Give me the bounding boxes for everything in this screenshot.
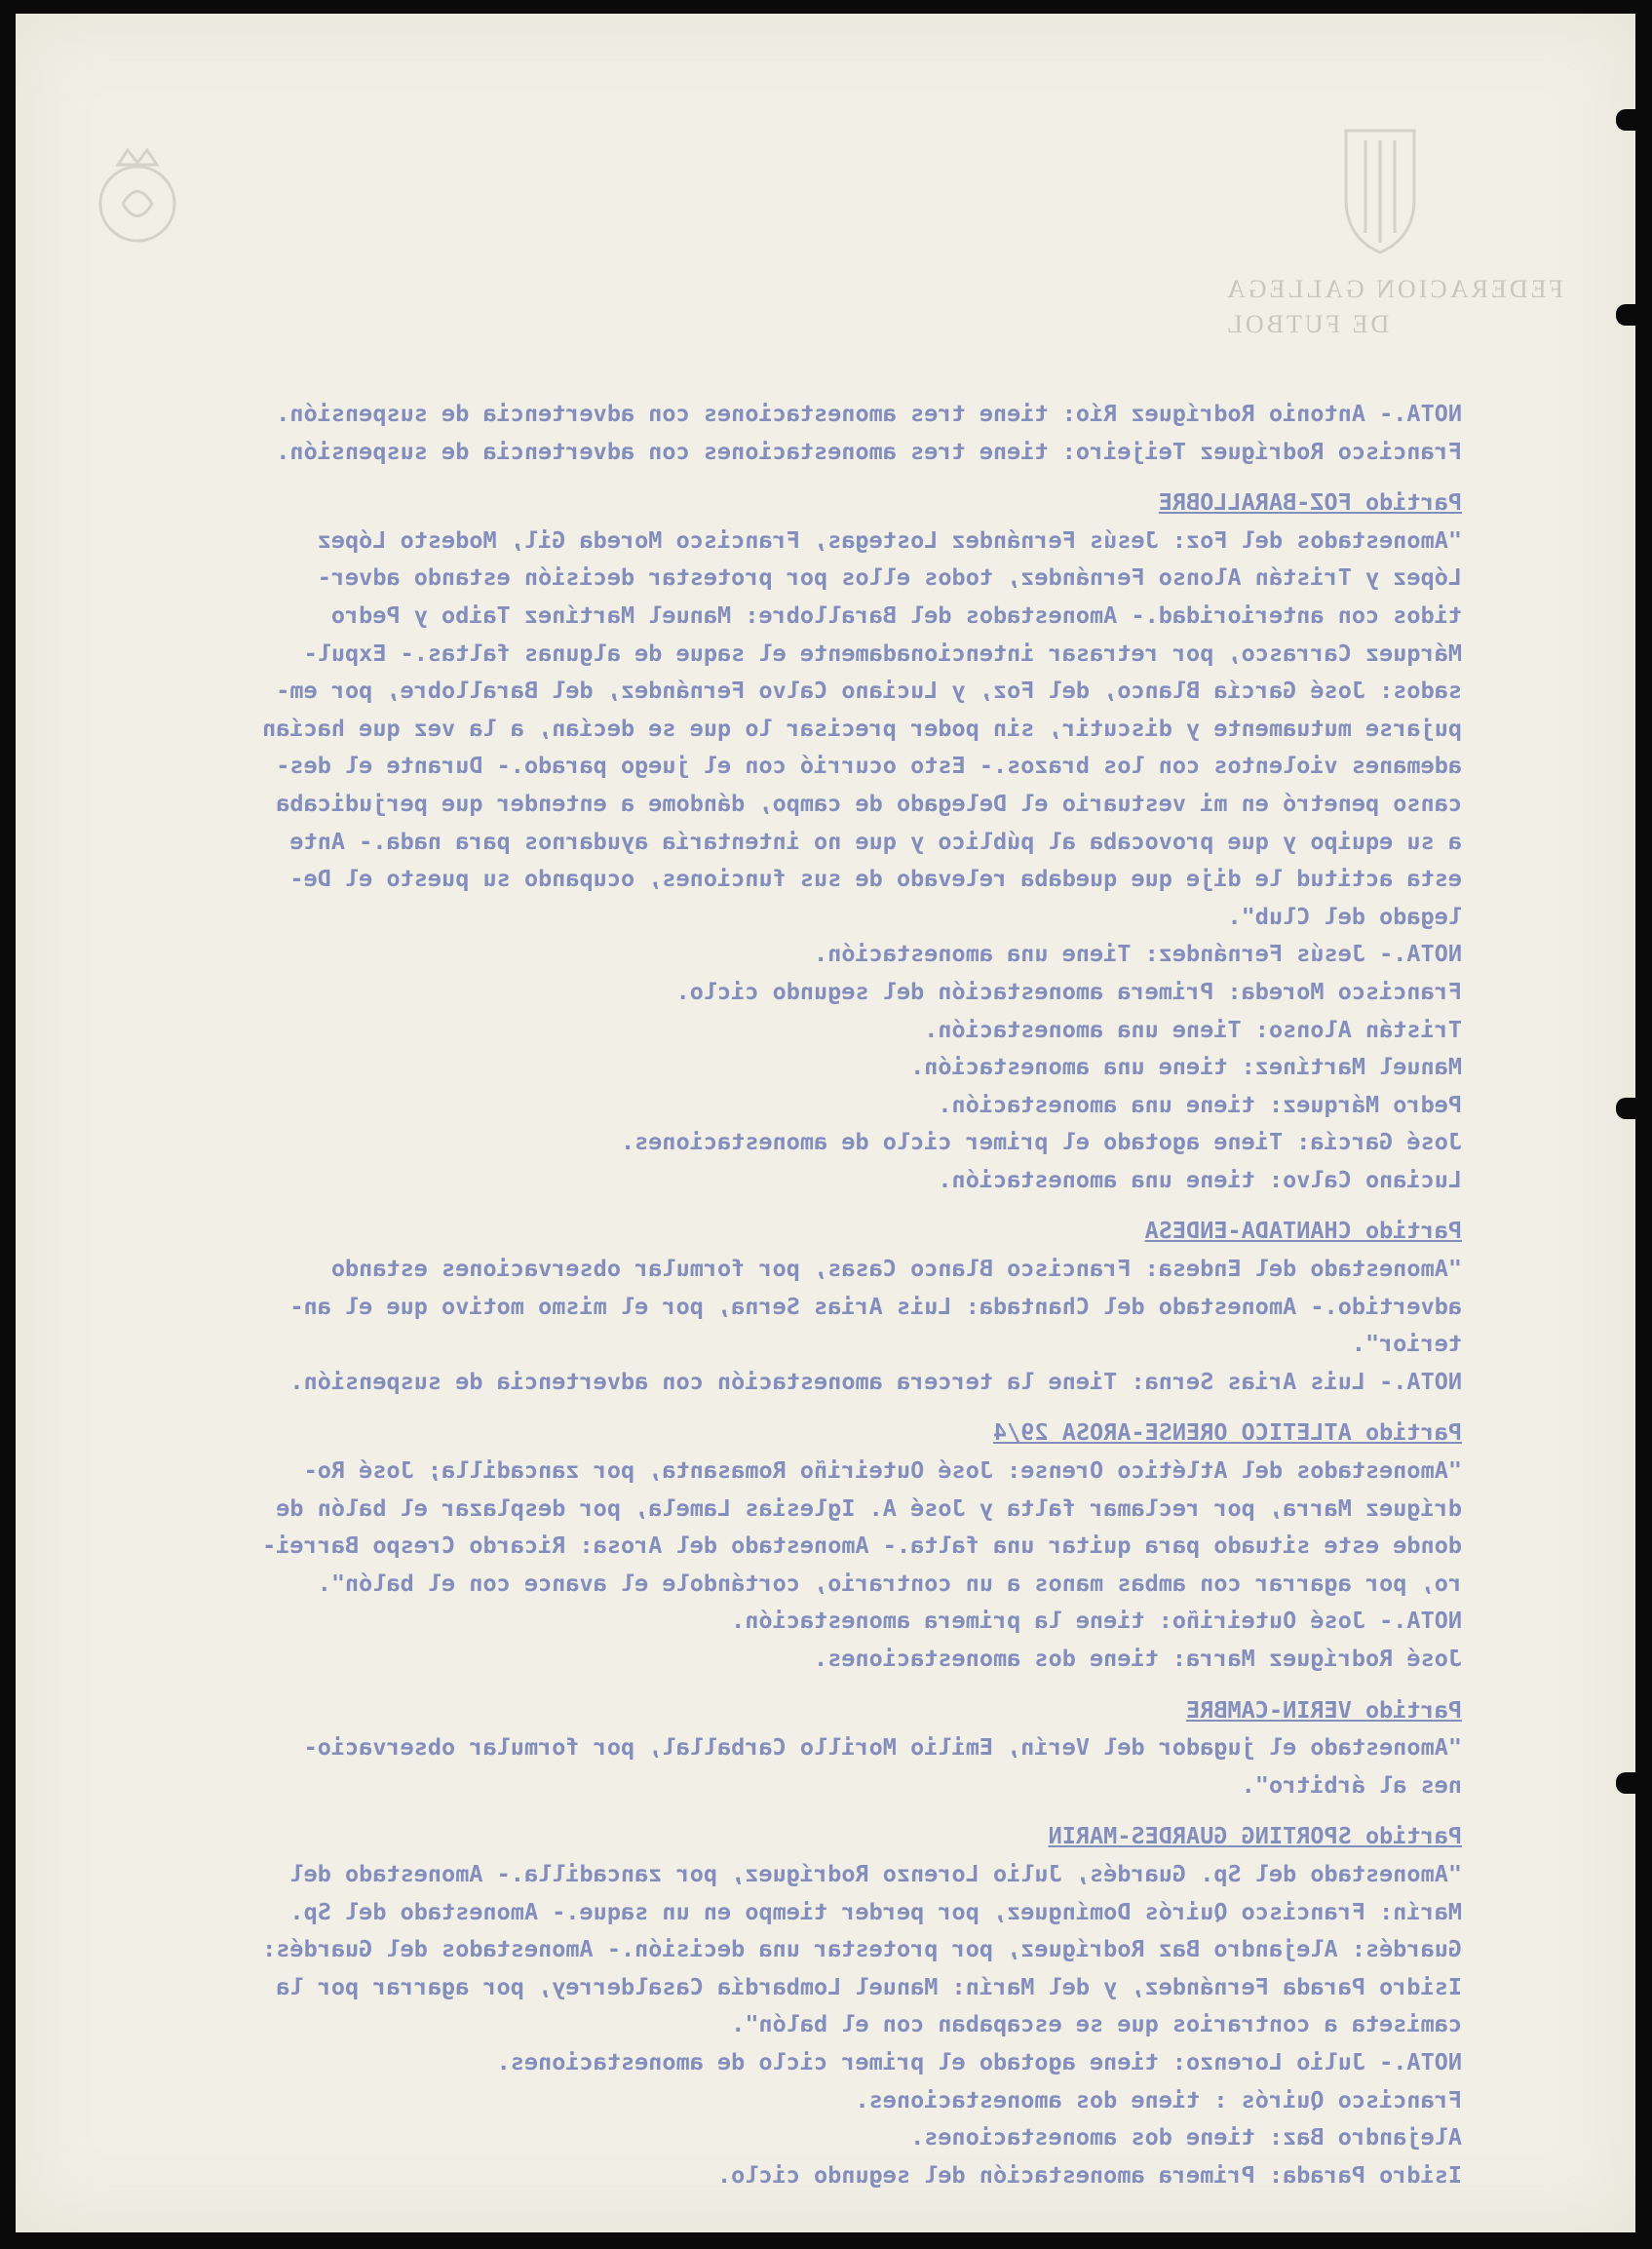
report-line: sados: José García Blanco, del Foz, y Luciano Calvo Fernández, del Barallobre, por em-: [276, 677, 1462, 705]
report-line: Isidro Parada: Primera amonestación del segundo ciclo.: [716, 2160, 1462, 2189]
report-line: Márquez Carrasco, por retrasar intencionadamente el saque de algunas faltas.- Expul-: [303, 639, 1462, 667]
report-line: esta actitud le dije que quedaba relevado de sus funciones, ocupando su puesto el De-: [289, 865, 1462, 893]
report-line: "Amonestados del Foz: Jesús Fernández Lostegas, Francisco Moreda Gil, Modesto López: [317, 525, 1462, 554]
report-line: "Amonestado el jugador del Verín, Emilio Morillo Carballal, por formular observacio-: [303, 1733, 1462, 1762]
report-line: NOTA.- Antonio Rodríguez Río: tiene tres amonestaciones con advertencia de suspensión.: [276, 400, 1462, 427]
report-line: Francisco Quirós : tiene dos amonestaciones.: [855, 2085, 1462, 2113]
report-line: Manuel Martínez: tiene una amonestación.: [910, 1053, 1462, 1081]
report-line: a su equipo y que provocaba al público y que no intentaría ayudarnos para nada.- Ante: [289, 827, 1462, 855]
report-section: [68, 395, 1462, 470]
binder-tab: [1616, 109, 1635, 131]
report-line: NOTA.- Julio Lorenzo: tiene agotado el primer ciclo de amonestaciones.: [496, 2047, 1462, 2075]
report-line: terior".: [1351, 1330, 1462, 1358]
report-line: NOTA.- José Outeiriño: tiene la primera amonestación.: [731, 1607, 1462, 1635]
report-line: nes al árbitro".: [1241, 1770, 1462, 1799]
report-line: Tristán Alonso: Tiene una amonestación.: [924, 1015, 1462, 1043]
crown-seal-icon: [84, 136, 191, 252]
report-line: Francisco Rodríguez Teijeiro: tiene tres amonestaciones con advertencia de suspensión.: [276, 437, 1462, 465]
report-line: pujarse mutuamente y discutir, sin poder precisar lo que se decían, a la vez que hacían: [262, 714, 1462, 742]
report-line: López y Tristán Alonso Fernández, todos ellos por protestar decisión estando adver-: [317, 563, 1462, 592]
report-line: Pedro Márquez: tiene una amonestación.: [938, 1090, 1462, 1118]
shield-emblem-icon: [1336, 121, 1424, 257]
section-title: Partido VERIN-CAMBRE: [1186, 1695, 1462, 1724]
report-line: "Amonestado del Endesa: Francisco Blanco Casas, por formular observaciones estando: [330, 1255, 1462, 1283]
report-line: "Amonestados del Atlético Orense: José Outeiriño Romasanta, por zancadilla; José Ro-: [303, 1456, 1462, 1485]
report-section: [68, 1400, 1462, 1677]
letterhead: [1224, 272, 1614, 343]
binder-tab: [1616, 1772, 1635, 1794]
report-section: [68, 470, 1462, 1198]
section-title: Partido ATLETICO ORENSE-AROSA 29/4: [992, 1418, 1462, 1447]
report-line: dríguez Marra, por reclamar falta y José A. Iglesias Lamela, por desplazar el balón de: [276, 1493, 1462, 1522]
report-line: Guardés: Alejandro Baz Rodríguez, por protestar una decisión.- Amonestados del Guardés:: [262, 1935, 1462, 1963]
report-line: donde este situado para quitar una falta.- Amonestado del Arosa: Ricardo Crespo Barrei-: [262, 1532, 1462, 1560]
letterhead-org-line2: DE FUTBOL: [1224, 310, 1390, 339]
report-line: Alejandro Baz: tiene dos amonestaciones.: [910, 2123, 1462, 2152]
report-section: [68, 1198, 1462, 1400]
report-line: ademanes violentos con los brazos.- Esto ocurrió con el juego parado.- Durante el des-: [276, 752, 1462, 780]
report-line: NOTA.- Luis Arias Serna: Tiene la tercera amonestación con advertencia de suspensión.: [289, 1367, 1462, 1395]
report-line: Marín: Francisco Quirós Domínguez, por perder tiempo en un saque.- Amonestado del Sp.: [289, 1897, 1462, 1925]
report-line: ro, por agarrar con ambas manos a un contrario, cortándole el avance con el balón".: [317, 1569, 1462, 1597]
report-section: [68, 1803, 1462, 2193]
binder-tab: [1616, 1098, 1635, 1119]
report-line: "Amonestado del Sp. Guardés, Julio Lorenzo Rodríguez, por zancadilla.- Amonestado del: [289, 1859, 1462, 1887]
section-title: Partido CHANTADA-ENDESA: [1144, 1217, 1462, 1245]
section-title: Partido SPORTING GUARDES-MARIN: [1048, 1822, 1462, 1850]
report-line: legado del Club".: [1227, 902, 1462, 930]
letterhead-org-line1: FEDERACION GALLEGA: [1224, 275, 1563, 303]
section-title: Partido FOZ-BARALLOBRE: [1158, 488, 1462, 517]
report-line: tidos con anterioridad.- Amonestados del Barallobre: Manuel Martínez Taibo y Pedro: [330, 601, 1462, 629]
binder-tab: [1616, 304, 1635, 326]
report-line: canso penetró en mi vestuario el Delegado de campo, dándome a entender que perjudicaba: [276, 789, 1462, 817]
report-line: José Rodríguez Marra: tiene dos amonestaciones.: [814, 1645, 1462, 1672]
report-line: Isidro Parada Fernández, y del Marín: Manuel Lombardía Casalderrey, por agarrar por la: [276, 1972, 1462, 2000]
report-section: [68, 1678, 1462, 1804]
report-line: Luciano Calvo: tiene una amonestación.: [938, 1165, 1462, 1193]
report-line: advertido.- Amonestado del Chantada: Luis Arias Serna, por el mismo motivo que el an-: [289, 1292, 1462, 1320]
report-line: Francisco Moreda: Primera amonestación del segundo ciclo.: [675, 977, 1462, 1005]
typed-report-mirrored: [68, 395, 1462, 2189]
report-line: José García: Tiene agotado el primer ciclo de amonestaciones.: [620, 1128, 1462, 1156]
report-line: camiseta a contrarios que se escapaban con el balón".: [731, 2010, 1462, 2038]
report-line: NOTA.- Jesús Fernández: Tiene una amonestación.: [814, 940, 1462, 968]
